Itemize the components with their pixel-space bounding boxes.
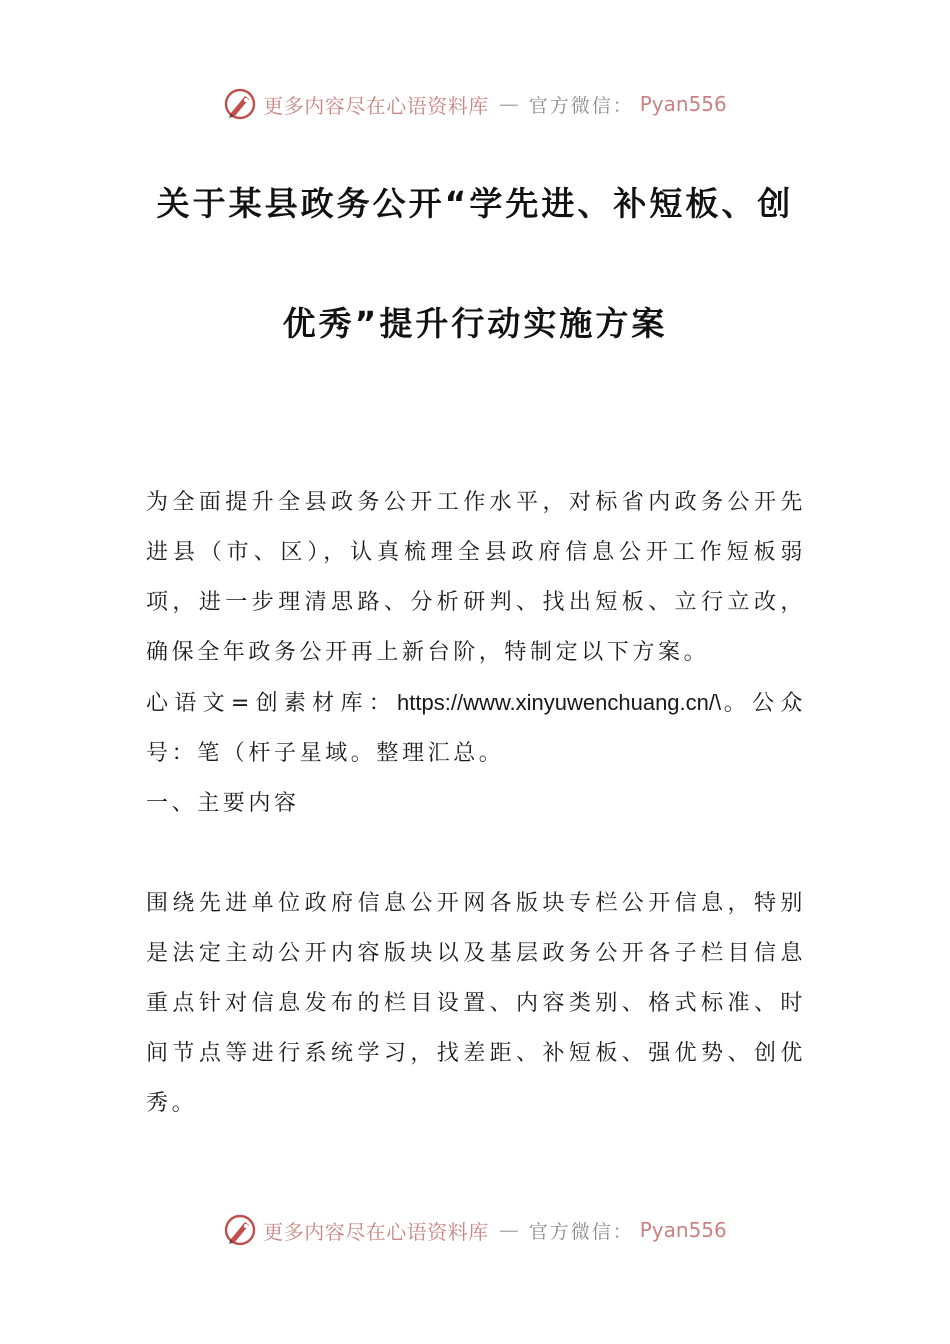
pen-logo-icon	[223, 1213, 257, 1247]
section-paragraph: 围绕先进单位政府信息公开网各版块专栏公开信息，特别是法定主动公开内容版块以及基层政务公开各子栏目信息重点针对信息发布的栏目设置、内容类别、格式标准、时间节点等进行系统学习，找差距、补短板、强优势、创优秀。	[146, 891, 806, 1116]
banner-wechat-id: Pyan556	[639, 92, 727, 116]
intro-paragraph: 为全面提升全县政务公开工作水平，对标省内政务公开先进县（市、区），认真梳理全县政府信息公开工作短板弱项，进一步理清思路、分析研判、找出短板、立行立改，确保全年政务公开再上新台阶，特制定以下方案。	[146, 490, 806, 665]
document-body	[146, 478, 806, 1129]
source-paragraph	[146, 678, 806, 779]
document-title-line-2: 优秀”提升行动实施方案	[282, 304, 668, 343]
header-banner	[0, 84, 950, 124]
banner-text: 更多内容尽在心语资料库	[263, 1219, 489, 1244]
banner-separator: —	[498, 92, 519, 116]
source-prefix: 心语文=创素材库：	[146, 691, 398, 716]
banner-wechat-label: 官方微信：	[528, 94, 634, 117]
banner-separator: —	[498, 1218, 519, 1242]
pen-logo-icon	[223, 87, 257, 121]
source-url: https://www.xinyuwenchuang.cn/\	[397, 690, 722, 715]
banner-wechat-label: 官方微信：	[528, 1220, 634, 1243]
document-title-line-1: 关于某县政务公开“学先进、补短板、创	[156, 184, 794, 223]
paragraph-gap	[146, 829, 806, 879]
section-heading: 一、主要内容	[146, 791, 300, 816]
footer-banner	[0, 1210, 950, 1250]
source-suffix: 。公众号：笔（杆子星域。整理汇总。	[146, 691, 806, 766]
banner-text: 更多内容尽在心语资料库	[263, 93, 489, 118]
banner-wechat-id: Pyan556	[639, 1218, 727, 1242]
